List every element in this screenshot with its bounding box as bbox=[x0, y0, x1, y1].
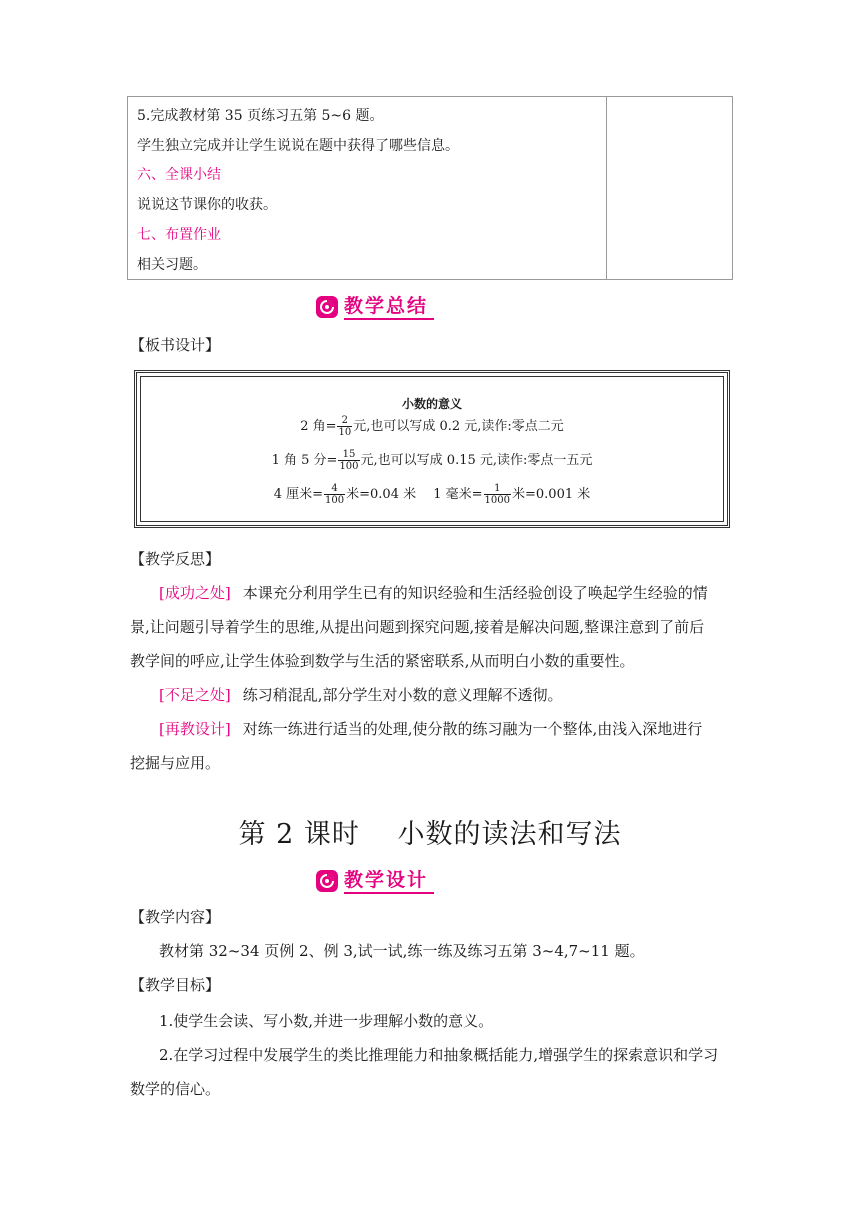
board-title: 小数的意义 bbox=[401, 397, 462, 411]
success-tag: [成功之处] bbox=[159, 584, 231, 602]
content-heading: 【教学内容】 bbox=[130, 908, 221, 926]
table-divider bbox=[606, 97, 607, 279]
table-line: 说说这节课你的收获。 bbox=[137, 197, 277, 213]
content-text: 教材第 32~34 页例 2、例 3,试一试,练一练及练习五第 3~4,7~11 题。 bbox=[159, 942, 645, 960]
goal-item-continued: 数学的信心。 bbox=[130, 1080, 221, 1098]
board-line-1: 2 角= $\frac{2}{10}$ 元,也可以写成 0.2 元,读作:零点二元 bbox=[300, 415, 564, 438]
redo-tag: [再教设计] bbox=[159, 720, 231, 738]
goal-item: 2.在学习过程中发展学生的类比推理能力和抽象概括能力,增强学生的探索意识和学习 bbox=[159, 1046, 719, 1064]
fraction: $\frac{4}{100}$ bbox=[325, 483, 345, 506]
board-line-3: 4 厘米= $\frac{4}{100}$ 米=0.04 米 1 毫米= $\frac{1}{1000}$ 米=0.001 米 bbox=[273, 483, 591, 506]
goal-item: 1.使学生会读、写小数,并进一步理解小数的意义。 bbox=[159, 1012, 494, 1030]
lesson-title: 第 2 课时 小数的读法和写法 bbox=[238, 819, 622, 850]
swirl-icon bbox=[316, 870, 338, 892]
board-line-2: 1 角 5 分= $\frac{15}{100}$ 元,也可以写成 0.15 元,读作:零点一五元 bbox=[271, 449, 593, 472]
fraction: $\frac{2}{10}$ bbox=[338, 415, 352, 438]
fraction: $\frac{15}{100}$ bbox=[339, 449, 359, 472]
fraction: $\frac{1}{1000}$ bbox=[484, 483, 510, 506]
teaching-summary-badge bbox=[316, 294, 434, 320]
table-line: 相关习题。 bbox=[137, 257, 207, 273]
badge-label: 教学总结 bbox=[344, 294, 434, 320]
badge-label: 教学设计 bbox=[344, 868, 434, 894]
table-line: 5.完成教材第 35 页练习五第 5~6 题。 bbox=[137, 108, 384, 124]
weak-paragraph: [不足之处] 练习稍混乱,部分学生对小数的意义理解不透彻。 bbox=[159, 686, 563, 704]
teaching-design-badge bbox=[316, 868, 434, 894]
goals-heading: 【教学目标】 bbox=[130, 976, 221, 994]
table-line: 学生独立完成并让学生说说在题中获得了哪些信息。 bbox=[137, 138, 459, 154]
weak-tag: [不足之处] bbox=[159, 686, 231, 704]
board-design-heading: 【板书设计】 bbox=[130, 336, 221, 354]
swirl-icon bbox=[316, 296, 338, 318]
reflection-heading: 【教学反思】 bbox=[130, 550, 221, 568]
section-heading-summary: 六、全课小结 bbox=[137, 167, 221, 183]
success-paragraph-line: [成功之处] 本课充分利用学生已有的知识经验和生活经验创设了唤起学生经验的情 bbox=[159, 584, 708, 602]
section-heading-homework: 七、布置作业 bbox=[137, 227, 221, 243]
paragraph-line: 教学间的呼应,让学生体验到数学与生活的紧密联系,从而明白小数的重要性。 bbox=[130, 652, 635, 670]
paragraph-line: 景,让问题引导着学生的思维,从提出问题到探究问题,接着是解决问题,整课注意到了前后 bbox=[130, 618, 705, 636]
board-design-box bbox=[134, 370, 730, 528]
redo-paragraph-line: [再教设计] 对练一练进行适当的处理,使分散的练习融为一个整体,由浅入深地进行 bbox=[159, 720, 703, 738]
paragraph-line: 挖掘与应用。 bbox=[130, 754, 221, 772]
lesson-table bbox=[127, 96, 733, 280]
